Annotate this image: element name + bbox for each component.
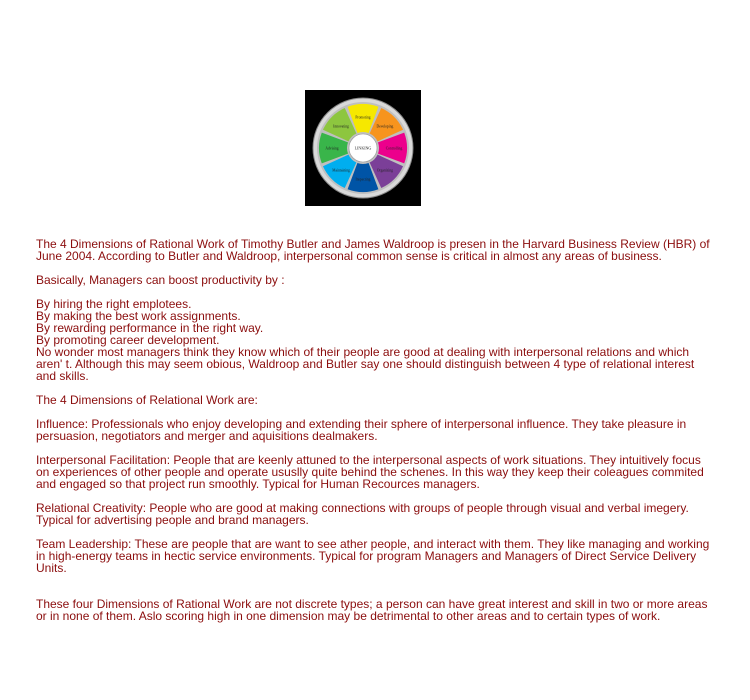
list-item: By hiring the right emplotees. — [36, 297, 192, 311]
wheel-segment-label: Controlling — [385, 146, 403, 151]
wheel-segment-label: Organizing — [376, 168, 393, 173]
wheel-segment-label: Inspecting — [355, 177, 371, 182]
list-item: By rewarding performance in the right way. — [36, 321, 264, 335]
wheel-graphic — [305, 90, 421, 206]
creativity-paragraph: Relational Creativity: People who are good at making connections with groups of people through visual and verbal imegery. Typical for advertising people and brand managers. — [36, 501, 689, 527]
wheel-segment-label: Promoting — [355, 115, 371, 120]
article-text — [36, 238, 716, 634]
wheel-center-label: LINKING — [354, 145, 372, 151]
dimensions-wheel-image — [305, 90, 421, 206]
intro-paragraph: The 4 Dimensions of Rational Work of Timothy Butler and James Waldroop is presen in the Harvard Business Review (HBR) of June 2004. According to Butler and Waldroop, interpersonal common sense is critical in almost any areas of business. — [36, 237, 710, 263]
wheel-segment-label: Advising — [325, 146, 339, 151]
wheel-segment-label: Developing — [376, 124, 394, 129]
dimensions-heading: The 4 Dimensions of Relational Work are: — [36, 393, 258, 407]
leadership-paragraph: Team Leadership: These are people that are want to see ather people, and interact with them. They like managing and working in high-energy teams in hectic service environments. Typical for program Managers and Managers of Direct Service Delivery Units. — [36, 537, 710, 575]
no-wonder-paragraph: No wonder most managers think they know which of their people are good at dealing with interpersonal relations and which aren' t. Although this may seem obious, Waldroop and Butler say one should distinguish between 4 type of relational interest and skills. — [36, 345, 695, 383]
productivity-list — [36, 298, 716, 382]
wheel-segment-label: Innovating — [333, 124, 349, 129]
list-item: By making the best work assignments. — [36, 309, 241, 323]
wheel-segment-label: Maintaining — [332, 168, 350, 173]
list-item: By promoting career development. — [36, 333, 220, 347]
basically-paragraph: Basically, Managers can boost productivity by : — [36, 273, 285, 287]
facilitation-paragraph: Interpersonal Facilitation: People that are keenly attuned to the interpersonal aspects of work situations. They intuitively focus on experiences of other people and operate ususlly quite behind the schenes. In this way they keep their coleagues commited and engaged so that project run smoothly. Typical for Human Recources managers. — [36, 453, 704, 491]
closing-paragraph: These four Dimensions of Rational Work are not discrete types; a person can have great interest and skill in two or more areas or in none of them. Aslo scoring high in one dimension may be detrimental to other areas and to certain types of work. — [36, 597, 708, 623]
influence-paragraph: Influence: Professionals who enjoy developing and extending their sphere of interpersonal influence. They take pleasure in persuasion, negotiators and merger and aquisitions dealmakers. — [36, 417, 687, 443]
